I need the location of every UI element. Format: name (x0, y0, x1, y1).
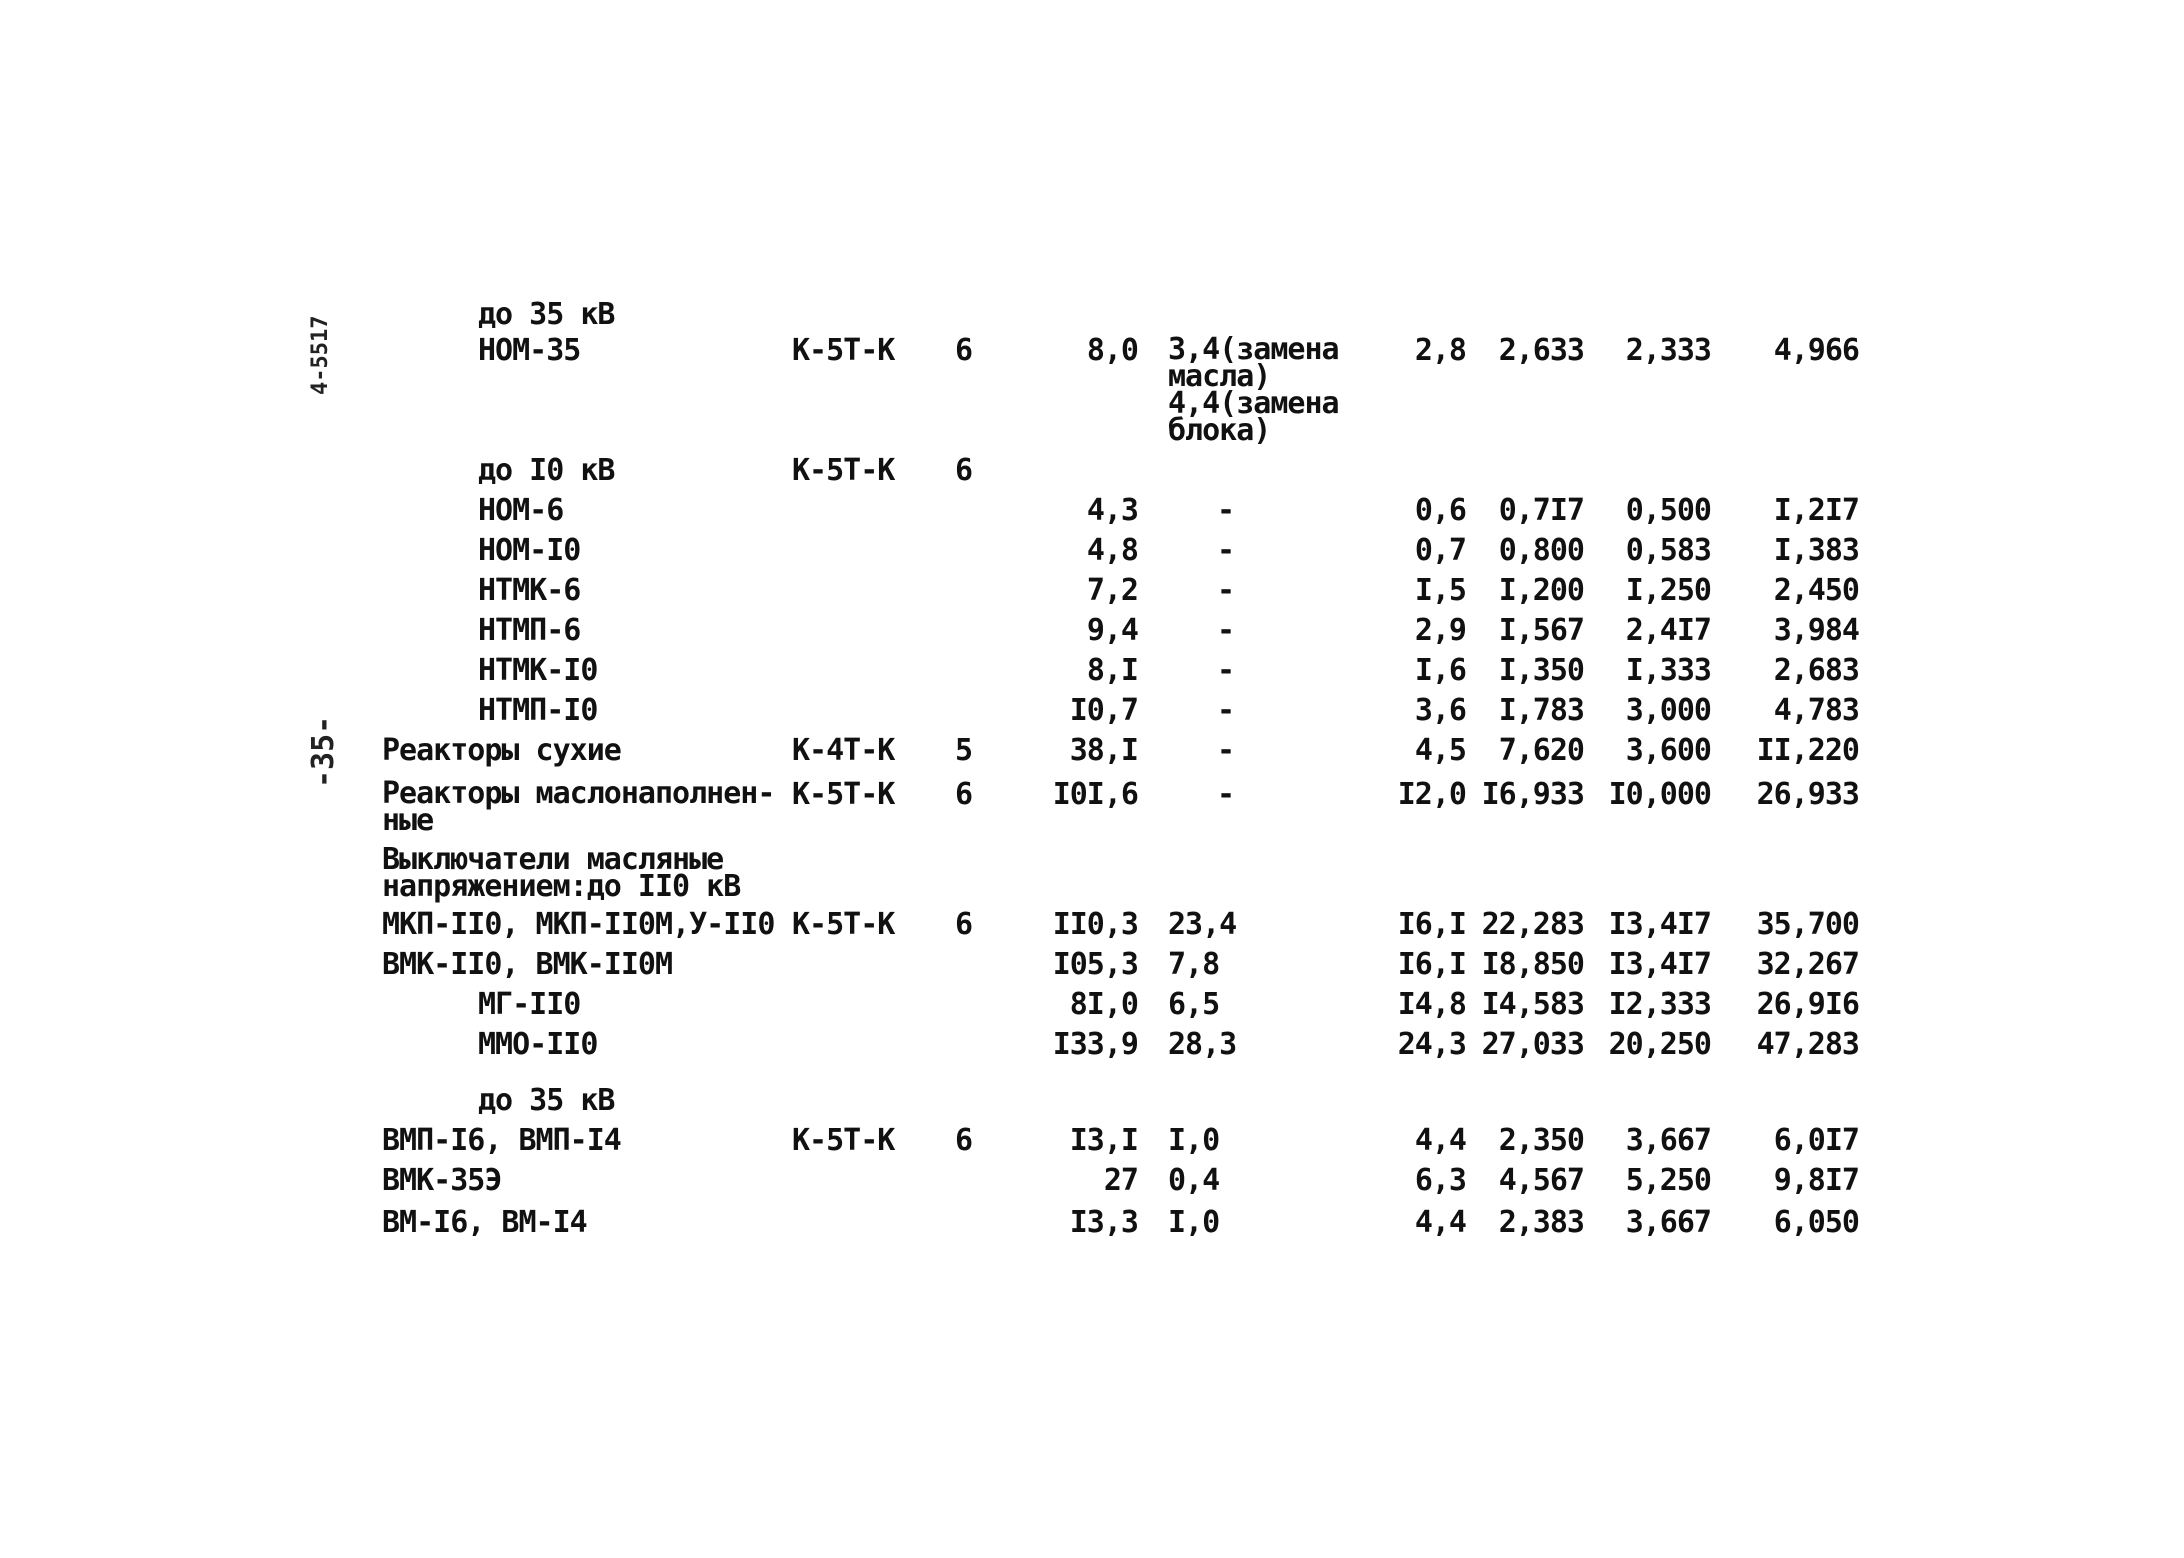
value-e: I3,4I7 (1608, 907, 1711, 942)
value-c: 2,8 (1414, 333, 1466, 368)
labour-value: 38,I (1069, 733, 1138, 768)
value-total: 2,683 (1773, 653, 1859, 688)
labour-value: I3,3 (1069, 1205, 1138, 1240)
oil-value: - (1217, 653, 1235, 688)
value-total: I,383 (1773, 533, 1859, 568)
table-row (0, 987, 2184, 1030)
value-d: I6,933 (1481, 777, 1584, 812)
equipment-name: ВМП-I6, ВМП-I4 (382, 1123, 621, 1158)
labour-value: I05,3 (1052, 947, 1138, 982)
repair-category: К-5Т-К (792, 907, 895, 942)
value-c: I6,I (1397, 947, 1466, 982)
table-row (0, 1027, 2184, 1070)
table-row (0, 453, 2184, 496)
value-total: 26,9I6 (1756, 987, 1859, 1022)
oil-value: 28,3 (1168, 1027, 1237, 1062)
value-e: 3,000 (1625, 693, 1711, 728)
value-d: 2,633 (1498, 333, 1584, 368)
oil-value: - (1217, 733, 1235, 768)
value-total: 47,283 (1756, 1027, 1859, 1062)
crew-size: 5 (955, 733, 973, 768)
value-c: 4,4 (1414, 1205, 1466, 1240)
equipment-name: МГ-II0 (478, 987, 581, 1022)
table-row (0, 842, 2184, 904)
equipment-name: НТМК-I0 (478, 653, 598, 688)
labour-value: 4,8 (1086, 533, 1138, 568)
value-e: 3,667 (1625, 1123, 1711, 1158)
equipment-name: НТМК-6 (478, 573, 581, 608)
value-c: 24,3 (1397, 1027, 1466, 1062)
table-row (0, 776, 2184, 838)
equipment-name: Реакторы сухие (382, 733, 621, 768)
oil-value: 23,4 (1168, 907, 1237, 942)
equipment-name: до 35 кВ (478, 1083, 615, 1118)
table-row (0, 693, 2184, 736)
table-row (0, 907, 2184, 950)
value-e: 0,583 (1625, 533, 1711, 568)
value-total: 6,0I7 (1773, 1123, 1859, 1158)
value-total: 9,8I7 (1773, 1163, 1859, 1198)
equipment-name: ВМК-35Э (382, 1163, 502, 1198)
value-d: 4,567 (1498, 1163, 1584, 1198)
table-row (0, 332, 2184, 448)
repair-category: К-5Т-К (792, 777, 895, 812)
value-c: I4,8 (1397, 987, 1466, 1022)
labour-value: 8,0 (1086, 333, 1138, 368)
labour-value: I33,9 (1052, 1027, 1138, 1062)
table-row (0, 533, 2184, 576)
labour-value: 8I,0 (1069, 987, 1138, 1022)
value-total: 26,933 (1756, 777, 1859, 812)
equipment-name: ММО-II0 (478, 1027, 598, 1062)
value-c: 0,7 (1414, 533, 1466, 568)
crew-size: 6 (955, 333, 973, 368)
oil-value: - (1217, 533, 1235, 568)
value-e: 2,4I7 (1625, 613, 1711, 648)
table-row (0, 1083, 2184, 1126)
document-code: 4-5517 (308, 315, 333, 395)
equipment-name: до I0 кВ (478, 453, 615, 488)
value-d: 0,7I7 (1498, 493, 1584, 528)
value-d: I,200 (1498, 573, 1584, 608)
table-row (0, 493, 2184, 536)
value-total: 6,050 (1773, 1205, 1859, 1240)
value-c: 4,4 (1414, 1123, 1466, 1158)
value-d: I,567 (1498, 613, 1584, 648)
value-total: II,220 (1756, 733, 1859, 768)
value-e: I3,4I7 (1608, 947, 1711, 982)
value-e: 0,500 (1625, 493, 1711, 528)
value-d: 2,383 (1498, 1205, 1584, 1240)
value-c: 0,6 (1414, 493, 1466, 528)
value-d: 27,033 (1481, 1027, 1584, 1062)
equipment-name: до 35 кВ (478, 297, 615, 332)
labour-value: 9,4 (1086, 613, 1138, 648)
value-d: 2,350 (1498, 1123, 1584, 1158)
equipment-name: НТМП-6 (478, 613, 581, 648)
oil-value: I,0 (1168, 1123, 1220, 1158)
oil-value: 0,4 (1168, 1163, 1220, 1198)
table-row (0, 1205, 2184, 1248)
crew-size: 6 (955, 1123, 973, 1158)
oil-value: 7,8 (1168, 947, 1220, 982)
table-row (0, 947, 2184, 990)
labour-value: 8,I (1086, 653, 1138, 688)
value-e: 3,667 (1625, 1205, 1711, 1240)
value-d: I4,583 (1481, 987, 1584, 1022)
oil-value: - (1217, 573, 1235, 608)
crew-size: 6 (955, 453, 973, 488)
value-total: 32,267 (1756, 947, 1859, 982)
value-total: 3,984 (1773, 613, 1859, 648)
value-total: 4,783 (1773, 693, 1859, 728)
value-e: I0,000 (1608, 777, 1711, 812)
labour-value: 27 (1103, 1163, 1138, 1198)
table-row (0, 1123, 2184, 1166)
value-c: I,6 (1414, 653, 1466, 688)
value-e: I2,333 (1608, 987, 1711, 1022)
crew-size: 6 (955, 907, 973, 942)
page-number: -35- (306, 715, 341, 788)
value-c: 3,6 (1414, 693, 1466, 728)
repair-category: К-5Т-К (792, 1123, 895, 1158)
oil-value: I,0 (1168, 1205, 1220, 1240)
value-d: 0,800 (1498, 533, 1584, 568)
value-total: 4,966 (1773, 333, 1859, 368)
value-total: I,2I7 (1773, 493, 1859, 528)
table-row (0, 653, 2184, 696)
oil-value: 3,4(замена масла) 4,4(замена блока) (1168, 332, 1339, 448)
crew-size: 6 (955, 777, 973, 812)
labour-value: I0,7 (1069, 693, 1138, 728)
value-e: I,250 (1625, 573, 1711, 608)
repair-category: К-5Т-К (792, 333, 895, 368)
value-e: 2,333 (1625, 333, 1711, 368)
labour-value: 7,2 (1086, 573, 1138, 608)
labour-value: I3,I (1069, 1123, 1138, 1158)
value-d: I8,850 (1481, 947, 1584, 982)
value-d: I,350 (1498, 653, 1584, 688)
equipment-name: ВМ-I6, ВМ-I4 (382, 1205, 587, 1240)
oil-value: - (1217, 693, 1235, 728)
oil-value: - (1217, 613, 1235, 648)
equipment-name: НОМ-6 (478, 493, 564, 528)
value-e: I,333 (1625, 653, 1711, 688)
equipment-name: ВМК-II0, ВМК-II0М (382, 947, 673, 982)
equipment-name: Реакторы маслонаполнен- ные (382, 776, 775, 838)
value-e: 5,250 (1625, 1163, 1711, 1198)
repair-category: К-5Т-К (792, 453, 895, 488)
oil-value: 6,5 (1168, 987, 1220, 1022)
value-c: 2,9 (1414, 613, 1466, 648)
equipment-name: НОМ-I0 (478, 533, 581, 568)
oil-value: - (1217, 777, 1235, 812)
value-c: I,5 (1414, 573, 1466, 608)
value-c: I2,0 (1397, 777, 1466, 812)
oil-value: - (1217, 493, 1235, 528)
value-e: 20,250 (1608, 1027, 1711, 1062)
value-c: I6,I (1397, 907, 1466, 942)
equipment-name: НОМ-35 (478, 333, 581, 368)
value-total: 35,700 (1756, 907, 1859, 942)
value-c: 6,3 (1414, 1163, 1466, 1198)
labour-value: I0I,6 (1052, 777, 1138, 812)
repair-category: К-4Т-К (792, 733, 895, 768)
table-row (0, 733, 2184, 776)
table-row (0, 1163, 2184, 1206)
value-d: I,783 (1498, 693, 1584, 728)
labour-value: 4,3 (1086, 493, 1138, 528)
value-e: 3,600 (1625, 733, 1711, 768)
value-d: 22,283 (1481, 907, 1584, 942)
value-d: 7,620 (1498, 733, 1584, 768)
table-row (0, 613, 2184, 656)
table-row (0, 573, 2184, 616)
equipment-name: МКП-II0, МКП-II0М,У-II0 (382, 907, 775, 942)
value-c: 4,5 (1414, 733, 1466, 768)
labour-value: II0,3 (1052, 907, 1138, 942)
value-total: 2,450 (1773, 573, 1859, 608)
equipment-name: НТМП-I0 (478, 693, 598, 728)
equipment-name: Выключатели масляные напряжением:до II0 кВ (382, 842, 741, 904)
